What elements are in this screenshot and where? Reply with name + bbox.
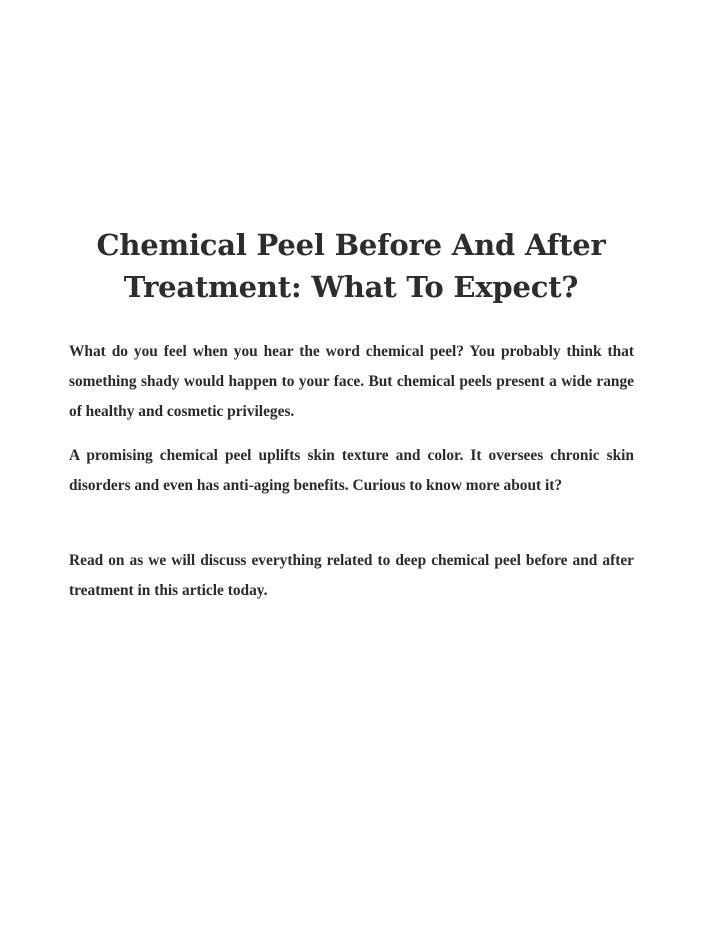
- benefits-paragraph: A promising chemical peel uplifts skin texture and color. It oversees chronic skin disorders and even has anti-aging benefits. Curious to know more about it?: [69, 447, 634, 494]
- read-on-paragraph: Read on as we will discuss everything related to deep chemical peel before and after treatment in this article today.: [69, 552, 634, 599]
- article-title: Chemical Peel Before And After Treatment: What To Expect?: [96, 228, 606, 304]
- intro-paragraph: What do you feel when you hear the word chemical peel? You probably think that something shady would happen to your face. But chemical peels present a wide range of healthy and cosmetic privileges.: [69, 343, 634, 420]
